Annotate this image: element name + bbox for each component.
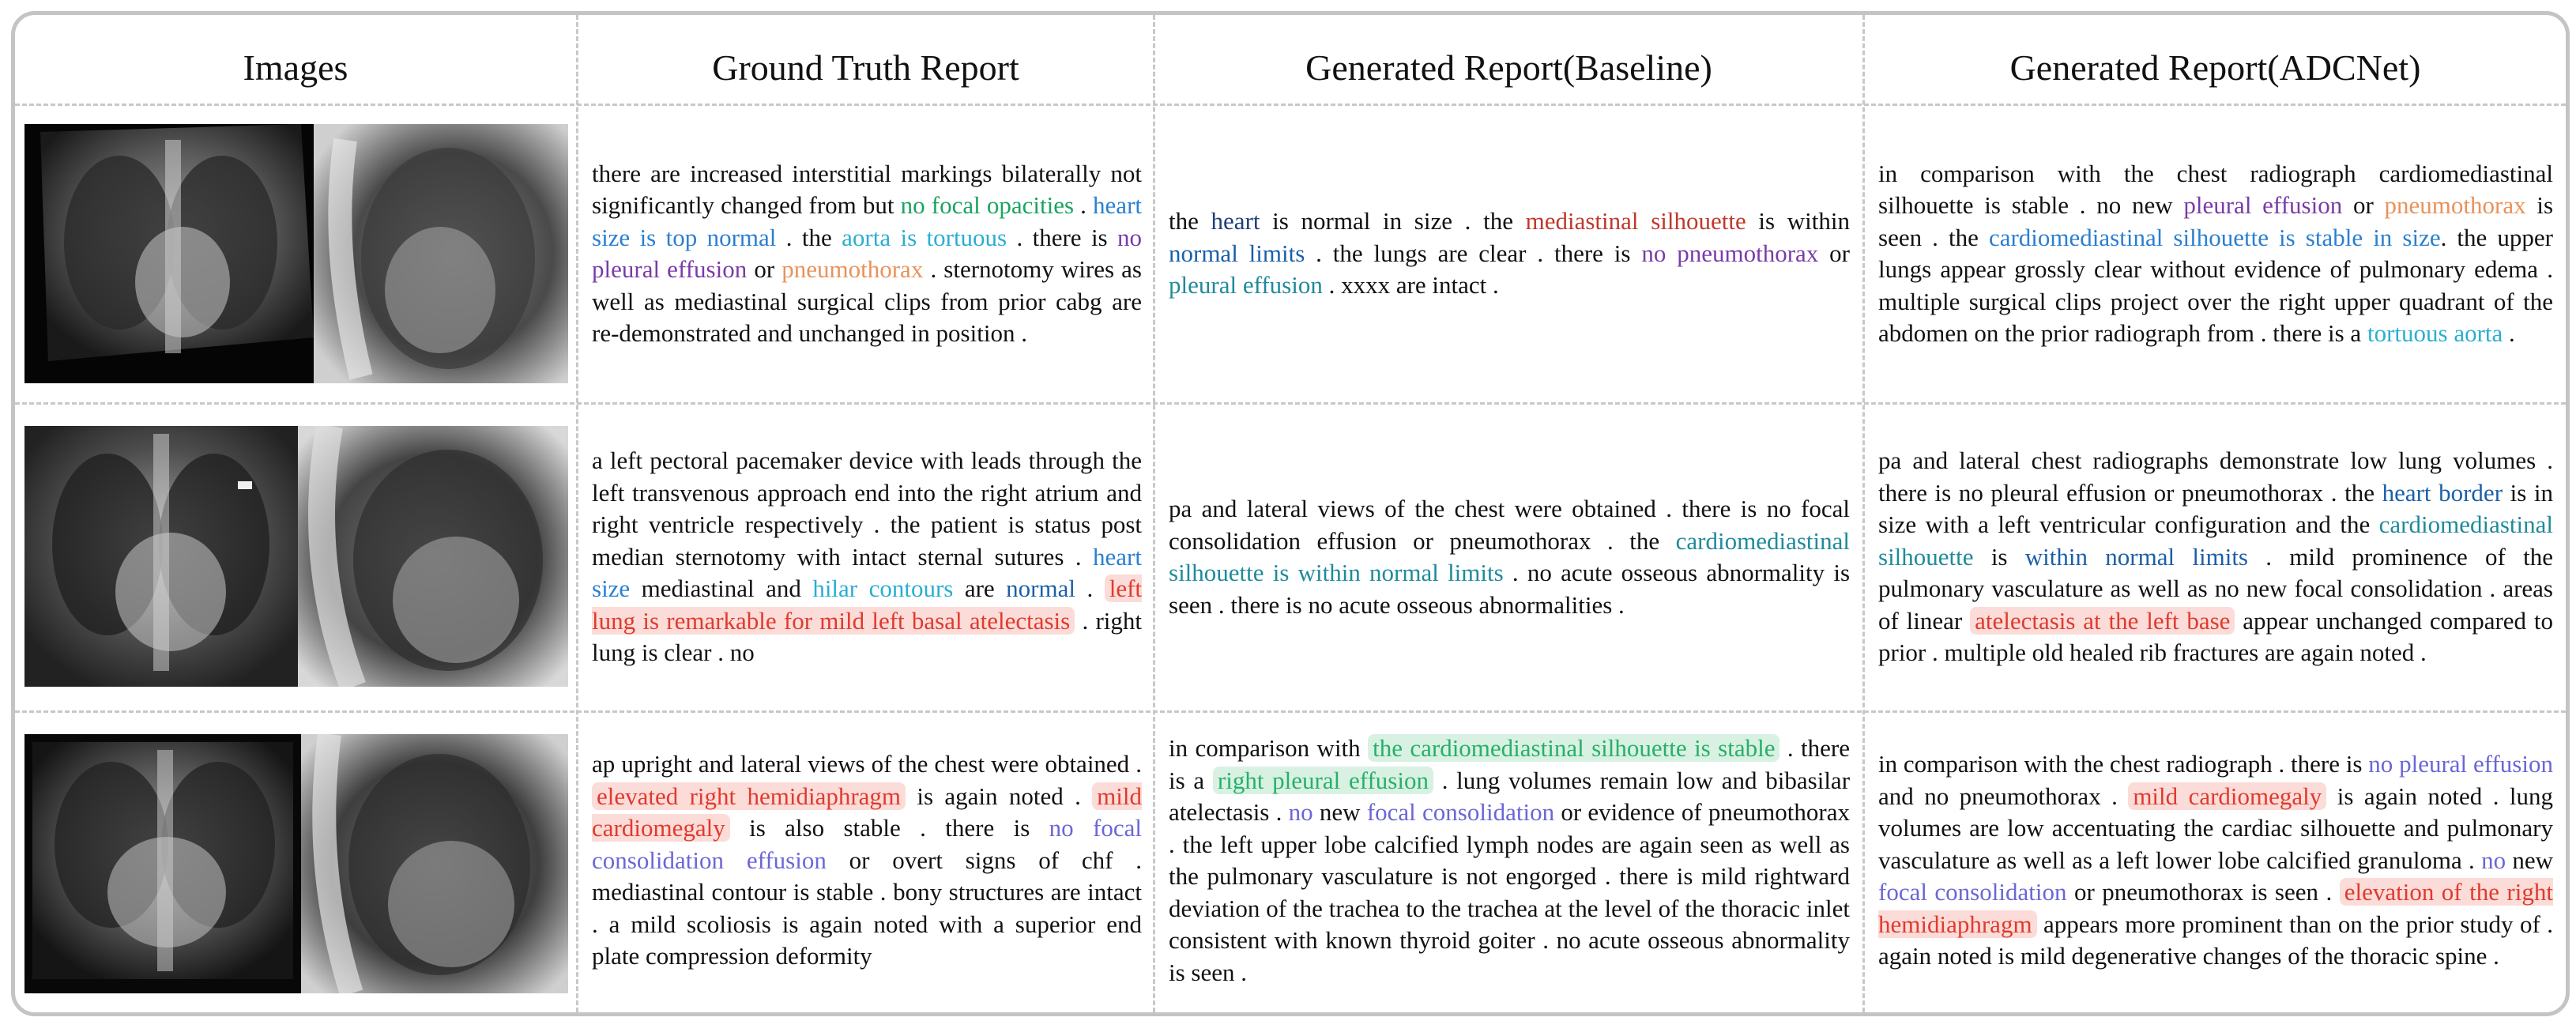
keyword-phrase: pleural effusion [2183,191,2343,219]
keyword-phrase: pleural effusion [1169,271,1323,300]
report-segment: . there is a [1169,734,1850,794]
report-text [592,158,1142,350]
header-baseline: Generated Report(Baseline) [1305,47,1712,88]
report-segment: . the [776,223,842,251]
keyword-phrase: mediastinal silhouette [1525,207,1746,235]
report-segment: is within [1746,207,1850,235]
row-2-adcnet-cell [1869,405,2561,709]
highlighted-phrase: atelectasis at the left base [1970,607,2235,635]
keyword-phrase: no focal consolidation effusion [592,814,1142,874]
lateral-xray-image [298,426,568,687]
frontal-xray-image [24,734,301,993]
image-pair-row-3 [24,734,568,993]
report-segment: new [1312,798,1367,826]
report-text [592,748,1142,973]
report-segment: . xxxx are intact . [1322,271,1499,300]
report-segment: or [2342,191,2385,219]
report-segment: the [1169,207,1211,235]
report-segment: a left pectoral pacemaker device with leads through the left transvenous approach end into the right atrium and right ventricle respectively . the patient is status post median sternotomy with intact sternal sutures . [592,446,1142,571]
report-segment: and no pneumothorax . [1878,782,2129,810]
highlighted-phrase: elevation of the right hemidiaphragm [1878,878,2553,938]
report-segment: . there is [1007,223,1117,251]
report-segment: new [2506,846,2553,874]
report-text [1878,445,2553,669]
row-divider [15,710,2566,713]
report-segment: or [1818,239,1850,267]
row-divider [15,104,2566,106]
report-segment: in comparison with [1169,734,1369,762]
report-text [1169,493,1850,621]
image-pair-row-2 [24,426,568,687]
keyword-phrase: heart [1211,207,1260,235]
keyword-phrase: hilar contours [812,575,954,603]
report-segment: . the upper lungs appear grossly clear without evidence of pulmonary edema . multiple surgical clips project over the right upper quadrant of the abdomen on the prior radiograph from . there is a [1878,223,2553,347]
keyword-phrase: no [2481,846,2506,874]
row-1-adcnet-cell [1869,107,2561,401]
header-adcnet: Generated Report(ADCNet) [2009,47,2421,88]
report-segment: . [1074,191,1094,219]
keyword-phrase: pneumothorax [781,255,924,283]
report-text [1169,205,1850,302]
row-2-ground-truth-cell [582,405,1148,709]
report-segment: . [1075,575,1105,603]
report-segment: there are increased interstitial markings bilaterally not significantly changed from but [592,159,1142,219]
frontal-xray-image [24,124,314,383]
report-segment: or pneumothorax is seen . [2066,878,2340,906]
row-2-baseline-cell [1159,405,1858,709]
keyword-phrase: normal [1006,575,1075,603]
keyword-phrase: focal consolidation [1878,878,2067,906]
keyword-phrase: cardiomediastinal silhouette [1878,510,2553,571]
keyword-phrase: pneumothorax [2384,191,2526,219]
report-segment: is again noted . lung volumes are low accentuating the cardiac silhouette and pulmonary vasculature as well as a left lower lobe calcified granuloma . [1878,782,2554,874]
row-1-baseline-cell [1159,107,1858,401]
keyword-phrase: no pneumothorax [1641,239,1819,267]
lateral-xray-image [301,734,568,993]
row-3-baseline-cell [1159,714,1858,1008]
highlighted-phrase: mild cardiomegaly [2128,782,2326,810]
report-segment: . lung volumes remain low and bibasilar atelectasis . [1169,766,1851,826]
keyword-phrase: aorta is tortuous [842,223,1007,251]
column-divider [1153,15,1155,1012]
lateral-xray-image [314,124,568,383]
report-text [1878,748,2553,973]
keyword-phrase: focal consolidation [1366,798,1555,826]
report-segment: is in size with a left ventricular configuration and the [1878,478,2553,539]
report-text [1878,158,2553,350]
report-segment: mediastinal and [630,575,813,603]
report-segment: . [2503,319,2515,347]
row-3-adcnet-cell [1869,714,2561,1008]
report-text [1169,733,1850,989]
image-pair-row-1 [24,124,568,383]
highlighted-phrase: elevated right hemidiaphragm [592,782,906,810]
keyword-phrase: normal limits [1169,239,1305,267]
report-segment: are [953,575,1007,603]
report-segment: is [1973,542,2025,571]
keyword-phrase: within normal limits [2024,542,2248,571]
frontal-xray-image [24,426,298,687]
report-segment: . sternotomy wires as well as mediastinal surgical clips from prior cabg are re-demonstrated and unchanged in position . [592,255,1142,347]
report-segment: . right lung is clear . no [592,606,1142,667]
report-segment: is normal in size . the [1260,207,1526,235]
keyword-phrase: no [1288,798,1313,826]
highlighted-phrase: the cardiomediastinal silhouette is stable [1368,734,1779,762]
keyword-phrase: heart border [2382,478,2503,507]
keyword-phrase: tortuous aorta [2367,319,2503,347]
report-segment: appears more prominent than on the prior study of . again noted is mild degenerative changes of the thoracic spine . [1878,910,2553,970]
report-segment: is again noted . [906,782,1093,810]
header-ground-truth: Ground Truth Report [712,47,1019,88]
report-segment: . no acute osseous abnormality is seen . there is no acute osseous abnormalities . [1169,559,1851,619]
highlighted-phrase: left lung is remarkable for mild left basal atelectasis [592,575,1143,635]
header-images: Images [243,47,348,88]
keyword-phrase: cardiomediastinal silhouette is within normal limits [1169,526,1850,586]
report-text [592,445,1142,669]
keyword-phrase: heart size [592,542,1142,603]
figure-table [11,11,2570,1016]
report-segment: is seen . the [1878,191,2554,251]
report-segment: or evidence of pneumothorax . the left upper lobe calcified lymph nodes are again seen as well as the pulmonary vasculature is not engorged . there is mild rightward deviation of the trachea to the trachea at the level of the thoracic inlet consistent with known thyroid goiter . no acute osseous abnormality is seen . [1169,798,1850,986]
column-divider [1862,15,1865,1012]
row-1-ground-truth-cell [582,107,1148,401]
report-segment: pa and lateral views of the chest were obtained . there is no focal consolidation effusion or pneumothorax . the [1169,495,1850,555]
report-segment: or [747,255,782,283]
report-segment: is also stable . there is [729,814,1049,842]
report-segment: . the lungs are clear . there is [1305,239,1642,267]
keyword-phrase: no focal opacities [900,191,1075,219]
keyword-phrase: cardiomediastinal silhouette is stable in size [1988,223,2441,251]
report-segment: in comparison with the chest radiograph . there is [1878,750,2369,778]
highlighted-phrase: right pleural effusion [1213,767,1433,794]
report-segment: . mild prominence of the pulmonary vasculature as well as no new focal consolidation . areas of linear [1878,542,2553,635]
row-3-ground-truth-cell [582,714,1148,1008]
keyword-phrase: no pleural effusion [2368,750,2553,778]
keyword-phrase: no pleural effusion [592,223,1142,283]
report-segment: pa and lateral chest radiographs demonstrate low lung volumes . there is no pleural effusion or pneumothorax . the [1878,446,2553,507]
report-segment: appear unchanged compared to prior . multiple old healed rib fractures are again noted . [1878,606,2554,667]
row-divider [15,402,2566,405]
report-segment: or overt signs of chf . mediastinal contour is stable . bony structures are intact . a mild scoliosis is again noted with a superior end plate compression deformity [592,846,1143,970]
column-divider [576,15,578,1012]
report-segment: in comparison with the chest radiograph cardiomediastinal silhouette is stable . no new [1878,159,2553,219]
highlighted-phrase: mild cardiomegaly [592,782,1142,842]
report-segment: ap upright and lateral views of the chest were obtained . [592,750,1142,778]
keyword-phrase: heart size is top normal [592,191,1143,251]
